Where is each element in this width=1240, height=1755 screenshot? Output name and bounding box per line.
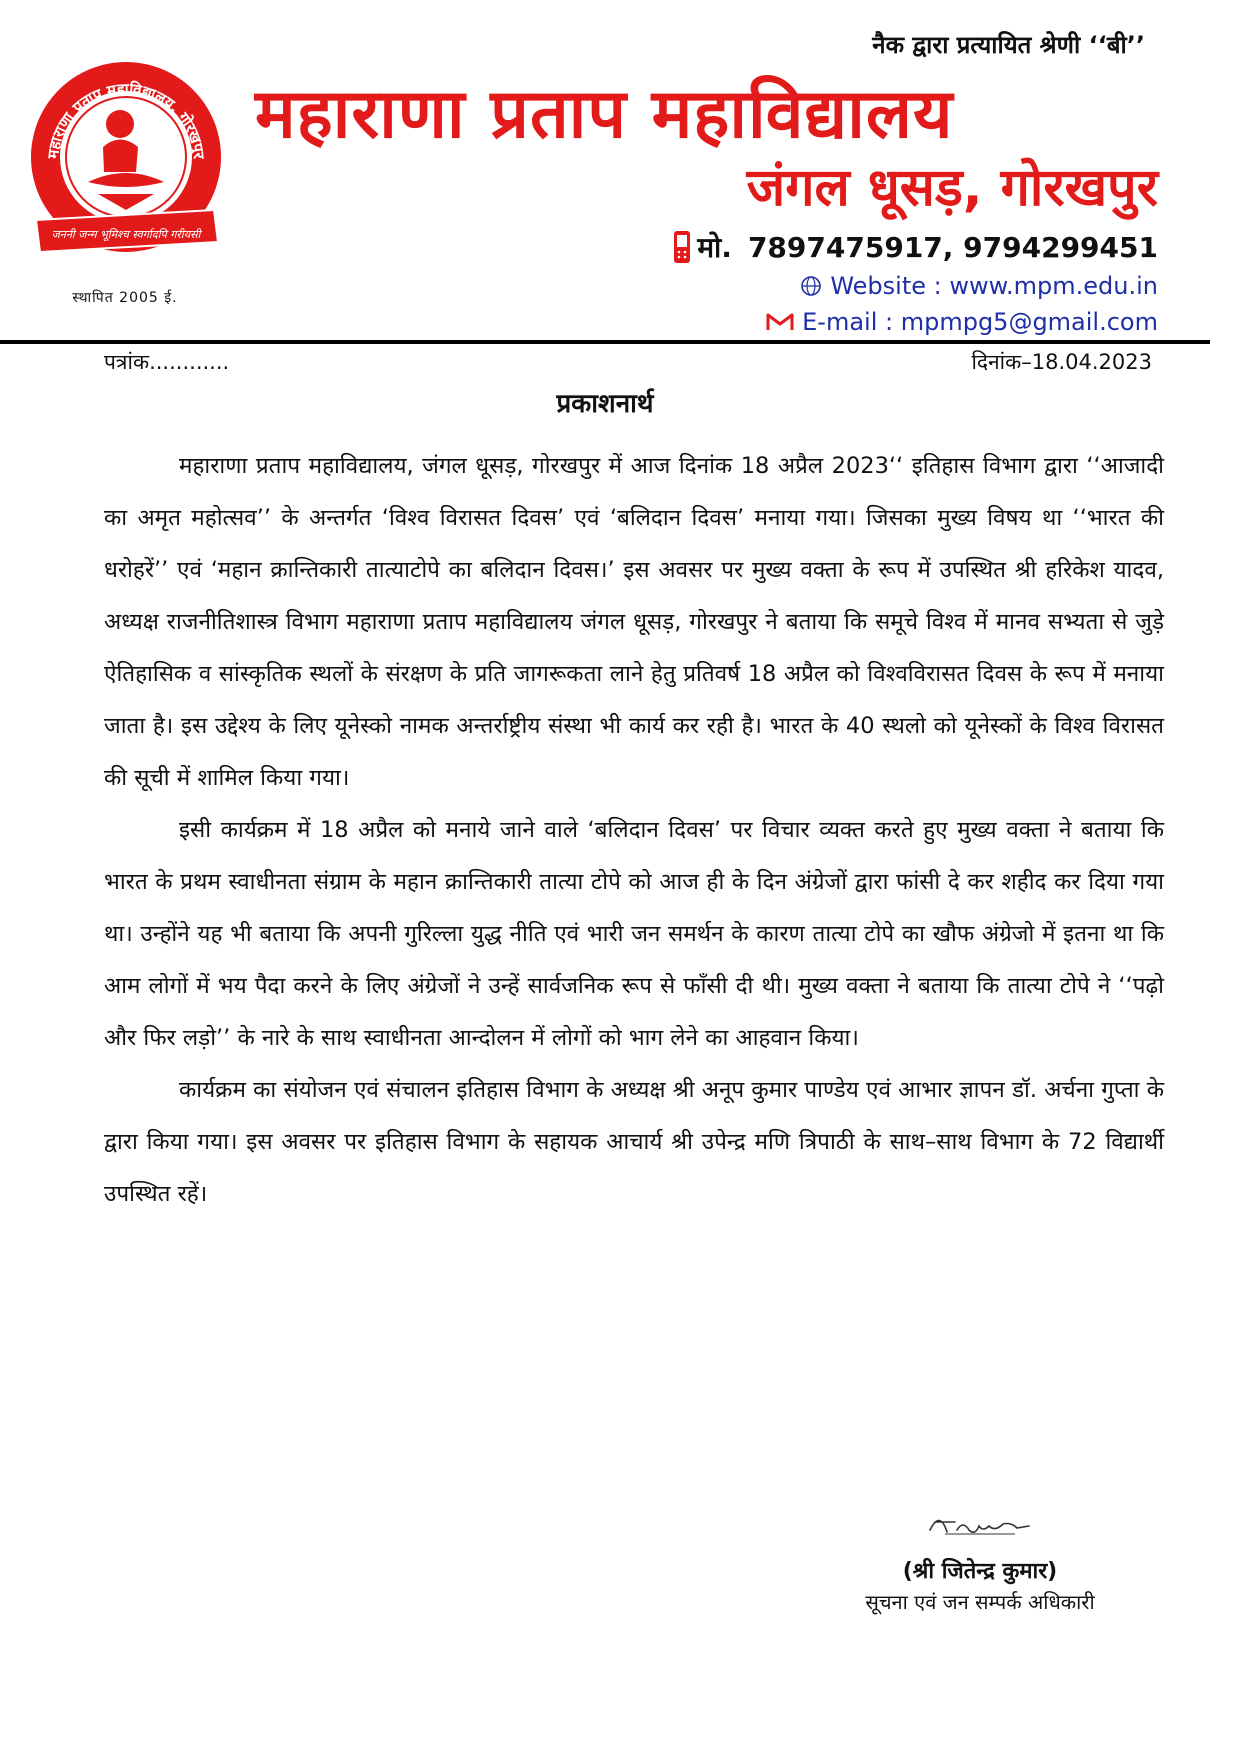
college-logo (18, 52, 233, 267)
established-year: स्थापित 2005 ई. (72, 290, 178, 306)
body-paragraph: महाराणा प्रताप महाविद्यालय, जंगल धूसड़, गोरखपुर में आज दिनांक 18 अप्रैल 2023‘‘ इतिहास विभाग द्वारा ‘‘आजादी का अमृत महोत्सव’’ के अन्तर्गत ‘विश्व विरासत दिवस’ एवं ‘बलिदान दिवस’ मनाया गया। जिसका मुख्य विषय था ‘‘भारत की धरोहरें’’ एवं ‘महान क्रान्तिकारी तात्याटोपे का बलिदान दिवस।’ इस अवसर पर मुख्य वक्ता के रूप में उपस्थित श्री हरिकेश यादव, अध्यक्ष राजनीतिशास्त्र विभाग महाराणा प्रताप महाविद्यालय जंगल धूसड़, गोरखपुर ने बताया कि समूचे विश्व में मानव सभ्यता से जुड़े ऐतिहासिक व सांस्कृतिक स्थलों के संरक्षण के प्रति जागरूकता लाने हेतु प्रतिवर्ष 18 अप्रैल को विश्वविरासत दिवस के रूप में मनाया जाता है। इस उद्देश्य के लिए यूनेस्को नामक अन्तर्राष्ट्रीय संस्था भी कार्य कर रही है। भारत के 40 स्थलो को यूनेस्कों के विश्व विरासत की सूची में शामिल किया गया। (104, 453, 1164, 791)
reference-number: पत्रांक............ (104, 350, 230, 374)
mobile-phone-icon (673, 230, 691, 264)
phone-row (673, 228, 1158, 266)
website-row[interactable] (800, 272, 1158, 300)
email-row[interactable] (766, 308, 1158, 336)
signer-name: (श्री जितेन्द्र कुमार) (902, 1559, 1058, 1584)
mail-icon (766, 312, 794, 332)
body-paragraph: इसी कार्यक्रम में 18 अप्रैल को मनाये जाने वाले ‘बलिदान दिवस’ पर विचार व्यक्त करते हुए मुख्य वक्ता ने बताया कि भारत के प्रथम स्वाधीनता संग्राम के महान क्रान्तिकारी तात्या टोपे को आज ही के दिन अंग्रेजों द्वारा फांसी दे कर शहीद कर दिया गया था। उन्होंने यह भी बताया कि अपनी गुरिल्ला युद्ध नीति एवं भारी जन समर्थन के कारण तात्या टोपे का खौफ अंग्रेजो में इतना था कि आम लोगों में भय पैदा करने के लिए अंग्रेजों ने उन्हें सार्वजनिक रूप से फाँसी दी थी। मुख्य वक्ता ने बताया कि तात्या टोपे ने ‘‘पढ़ो और फिर लड़ो’’ के नारे के साथ स्वाधीनता आन्दोलन में लोगों को भाग लेने का आहवान किया। (104, 817, 1164, 1051)
phone-numbers: 7897475917, 9794299451 (747, 230, 1158, 264)
header-divider (0, 340, 1210, 344)
website-link[interactable]: Website : www.mpm.edu.in (830, 272, 1158, 300)
letter-body (104, 440, 1164, 1220)
body-paragraph: कार्यक्रम का संयोजन एवं संचालन इतिहास विभाग के अध्यक्ष श्री अनूप कुमार पाण्डेय एवं आभार ज्ञापन डॉ. अर्चना गुप्ता के द्वारा किया गया। इस अवसर पर इतिहास विभाग के सहायक आचार्य श्री उपेन्द्र मणि त्रिपाठी के साथ–साथ विभाग के 72 विद्यार्थी उपस्थित रहें। (104, 1077, 1164, 1207)
letter-heading: प्रकाशनार्थ (556, 389, 654, 419)
handwritten-signature (925, 1502, 1035, 1542)
letter-date: दिनांक–18.04.2023 (971, 350, 1152, 374)
email-link[interactable]: E-mail : mpmpg5@gmail.com (802, 308, 1158, 336)
naac-grade: नैक द्वारा प्रत्यायित श्रेणी ‘‘बी’’ (872, 31, 1145, 59)
college-place: जंगल धूसड़, गोरखपुर (746, 158, 1158, 218)
svg-text:महाराणा प्रताप महाविद्यालय, गो: महाराणा प्रताप महाविद्यालय, गोरखपुर (43, 79, 208, 160)
globe-icon (800, 275, 822, 297)
svg-text:जननी जन्म भूमिश्च स्वर्गादपि ग: जननी जन्म भूमिश्च स्वर्गादपि गरीयसी (51, 228, 201, 241)
phone-label: मो. (697, 231, 732, 264)
signer-title: सूचना एवं जन सम्पर्क अधिकारी (865, 1590, 1095, 1614)
college-name: महाराणा प्रताप महाविद्यालय (255, 75, 954, 154)
